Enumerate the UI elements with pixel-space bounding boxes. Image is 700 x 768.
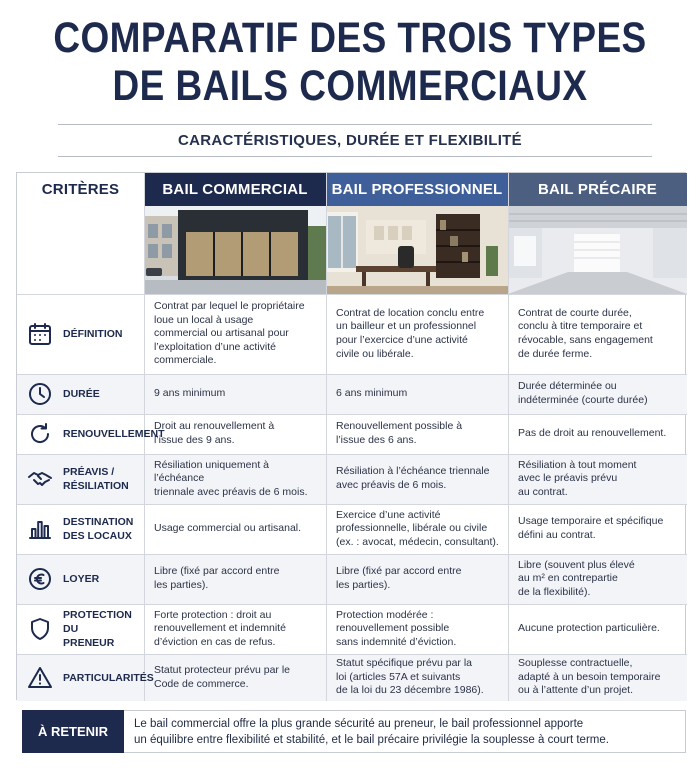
table-cell: 6 ans minimum bbox=[336, 387, 408, 400]
table-cell: Résiliation uniquement à l’échéance triennale avec préavis de 6 mois. bbox=[154, 458, 308, 498]
column-header-3: BAIL PRÉCAIRE bbox=[508, 173, 687, 206]
table-cell: Aucune protection particulière. bbox=[518, 622, 660, 635]
table-cell: Contrat par lequel le propriétaire loue un local à usage commercial ou artisanal pour l’exploitation d’une activité commerciale. bbox=[154, 300, 305, 367]
criterion-8 bbox=[17, 654, 154, 701]
table-cell: Libre (souvent plus élevé au m² en contrepartie de la flexibilité). bbox=[518, 558, 635, 598]
table-cell: Durée déterminée ou indéterminée (courte durée) bbox=[518, 380, 648, 406]
table-cell: Résiliation à tout moment avec le préavis prévu au contrat. bbox=[518, 458, 637, 498]
key-takeaway-label: À RETENIR bbox=[22, 710, 124, 753]
criterion-5 bbox=[17, 504, 144, 554]
shield-icon bbox=[27, 616, 53, 642]
criterion-label: DÉFINITION bbox=[63, 328, 123, 340]
comparison-table bbox=[16, 172, 686, 700]
table-cell: Contrat de courte durée, conclu à titre temporaire et révocable, sans engagement de durée ferme. bbox=[518, 306, 653, 360]
office-photo bbox=[326, 206, 508, 294]
criterion-label: PRÉAVIS / RÉSILIATION bbox=[63, 466, 129, 492]
title-divider bbox=[58, 124, 652, 125]
table-cell: Droit au renouvellement à l’issue des 9 ans. bbox=[154, 420, 275, 446]
table-cell: Protection modérée : renouvellement possible sans indemnité d’éviction. bbox=[336, 608, 457, 648]
table-cell: Exercice d’une activité professionnelle, libérale ou civile (ex. : avocat, médecin, consultant). bbox=[336, 508, 499, 548]
subtitle-divider bbox=[58, 156, 652, 157]
column-header-1: BAIL COMMERCIAL bbox=[144, 173, 326, 206]
table-cell: Statut protecteur prévu par le Code de commerce. bbox=[154, 663, 290, 690]
page-subtitle: CARACTÉRISTIQUES, DURÉE ET FLEXIBILITÉ bbox=[178, 132, 522, 149]
criterion-label: RENOUVELLEMENT bbox=[63, 428, 165, 440]
table-cell: Contrat de location conclu entre un bailleur et un professionnel pour l’exercice d’une activité civile ou libérale. bbox=[336, 306, 485, 360]
warning-icon bbox=[27, 665, 53, 691]
table-cell: Renouvellement possible à l’issue des 6 ans. bbox=[336, 420, 463, 446]
criterion-label: DURÉE bbox=[63, 388, 100, 400]
criterion-label: PARTICULARITÉS bbox=[63, 671, 154, 684]
table-cell: Libre (fixé par accord entre les parties). bbox=[154, 565, 280, 591]
handshake-icon bbox=[27, 466, 53, 492]
criteria-header: CRITÈRES bbox=[17, 173, 144, 206]
page-title bbox=[49, 14, 651, 110]
renew-icon bbox=[27, 421, 53, 447]
key-takeaway-box bbox=[22, 710, 686, 753]
criterion-label: DESTINATION DES LOCAUX bbox=[63, 516, 134, 542]
criterion-label: PROTECTION DU PRENEUR bbox=[63, 609, 132, 649]
table-cell: Usage commercial ou artisanal. bbox=[154, 522, 302, 535]
calendar-icon bbox=[27, 321, 53, 347]
criterion-7 bbox=[17, 604, 144, 654]
clock-icon bbox=[27, 381, 53, 407]
page-title-line-2: DE BAILS COMMERCIAUX bbox=[112, 62, 588, 110]
table-cell: Résiliation à l’échéance triennale avec préavis de 6 mois. bbox=[336, 465, 490, 491]
key-takeaway-text: Le bail commercial offre la plus grande sécurité au preneur, le bail professionnel apporte un équilibre entre flexibilité et stabilité, et le bail précaire privilégie la souplesse à court terme. bbox=[134, 717, 609, 746]
table-cell: Souplesse contractuelle, adapté à un besoin temporaire ou à l’attente d’un projet. bbox=[518, 657, 661, 697]
column-header-2: BAIL PROFESSIONNEL bbox=[326, 173, 508, 206]
table-cell: Statut spécifique prévu par la loi (articles 57A et suivants de la loi du 23 décembre 1986). bbox=[336, 657, 484, 697]
table-cell: Pas de droit au renouvellement. bbox=[518, 427, 667, 440]
table-cell: Forte protection : droit au renouvellement et indemnité d’éviction en cas de refus. bbox=[154, 608, 286, 648]
criterion-6 bbox=[17, 554, 144, 604]
table-cell: Libre (fixé par accord entre les parties). bbox=[336, 565, 462, 591]
table-cell: 9 ans minimum bbox=[154, 387, 226, 400]
criterion-3 bbox=[17, 414, 165, 454]
storefront-photo bbox=[144, 206, 326, 294]
criterion-4 bbox=[17, 454, 144, 504]
criterion-1 bbox=[17, 294, 144, 374]
warehouse-photo bbox=[508, 206, 687, 294]
table-cell: Usage temporaire et spécifique défini au contrat. bbox=[518, 515, 664, 541]
page-title-line-1: COMPARATIF DES TROIS TYPES bbox=[53, 14, 647, 62]
criterion-label: LOYER bbox=[63, 573, 100, 585]
criterion-2 bbox=[17, 374, 144, 414]
bar-chart-icon bbox=[27, 516, 53, 542]
euro-icon bbox=[27, 566, 53, 592]
